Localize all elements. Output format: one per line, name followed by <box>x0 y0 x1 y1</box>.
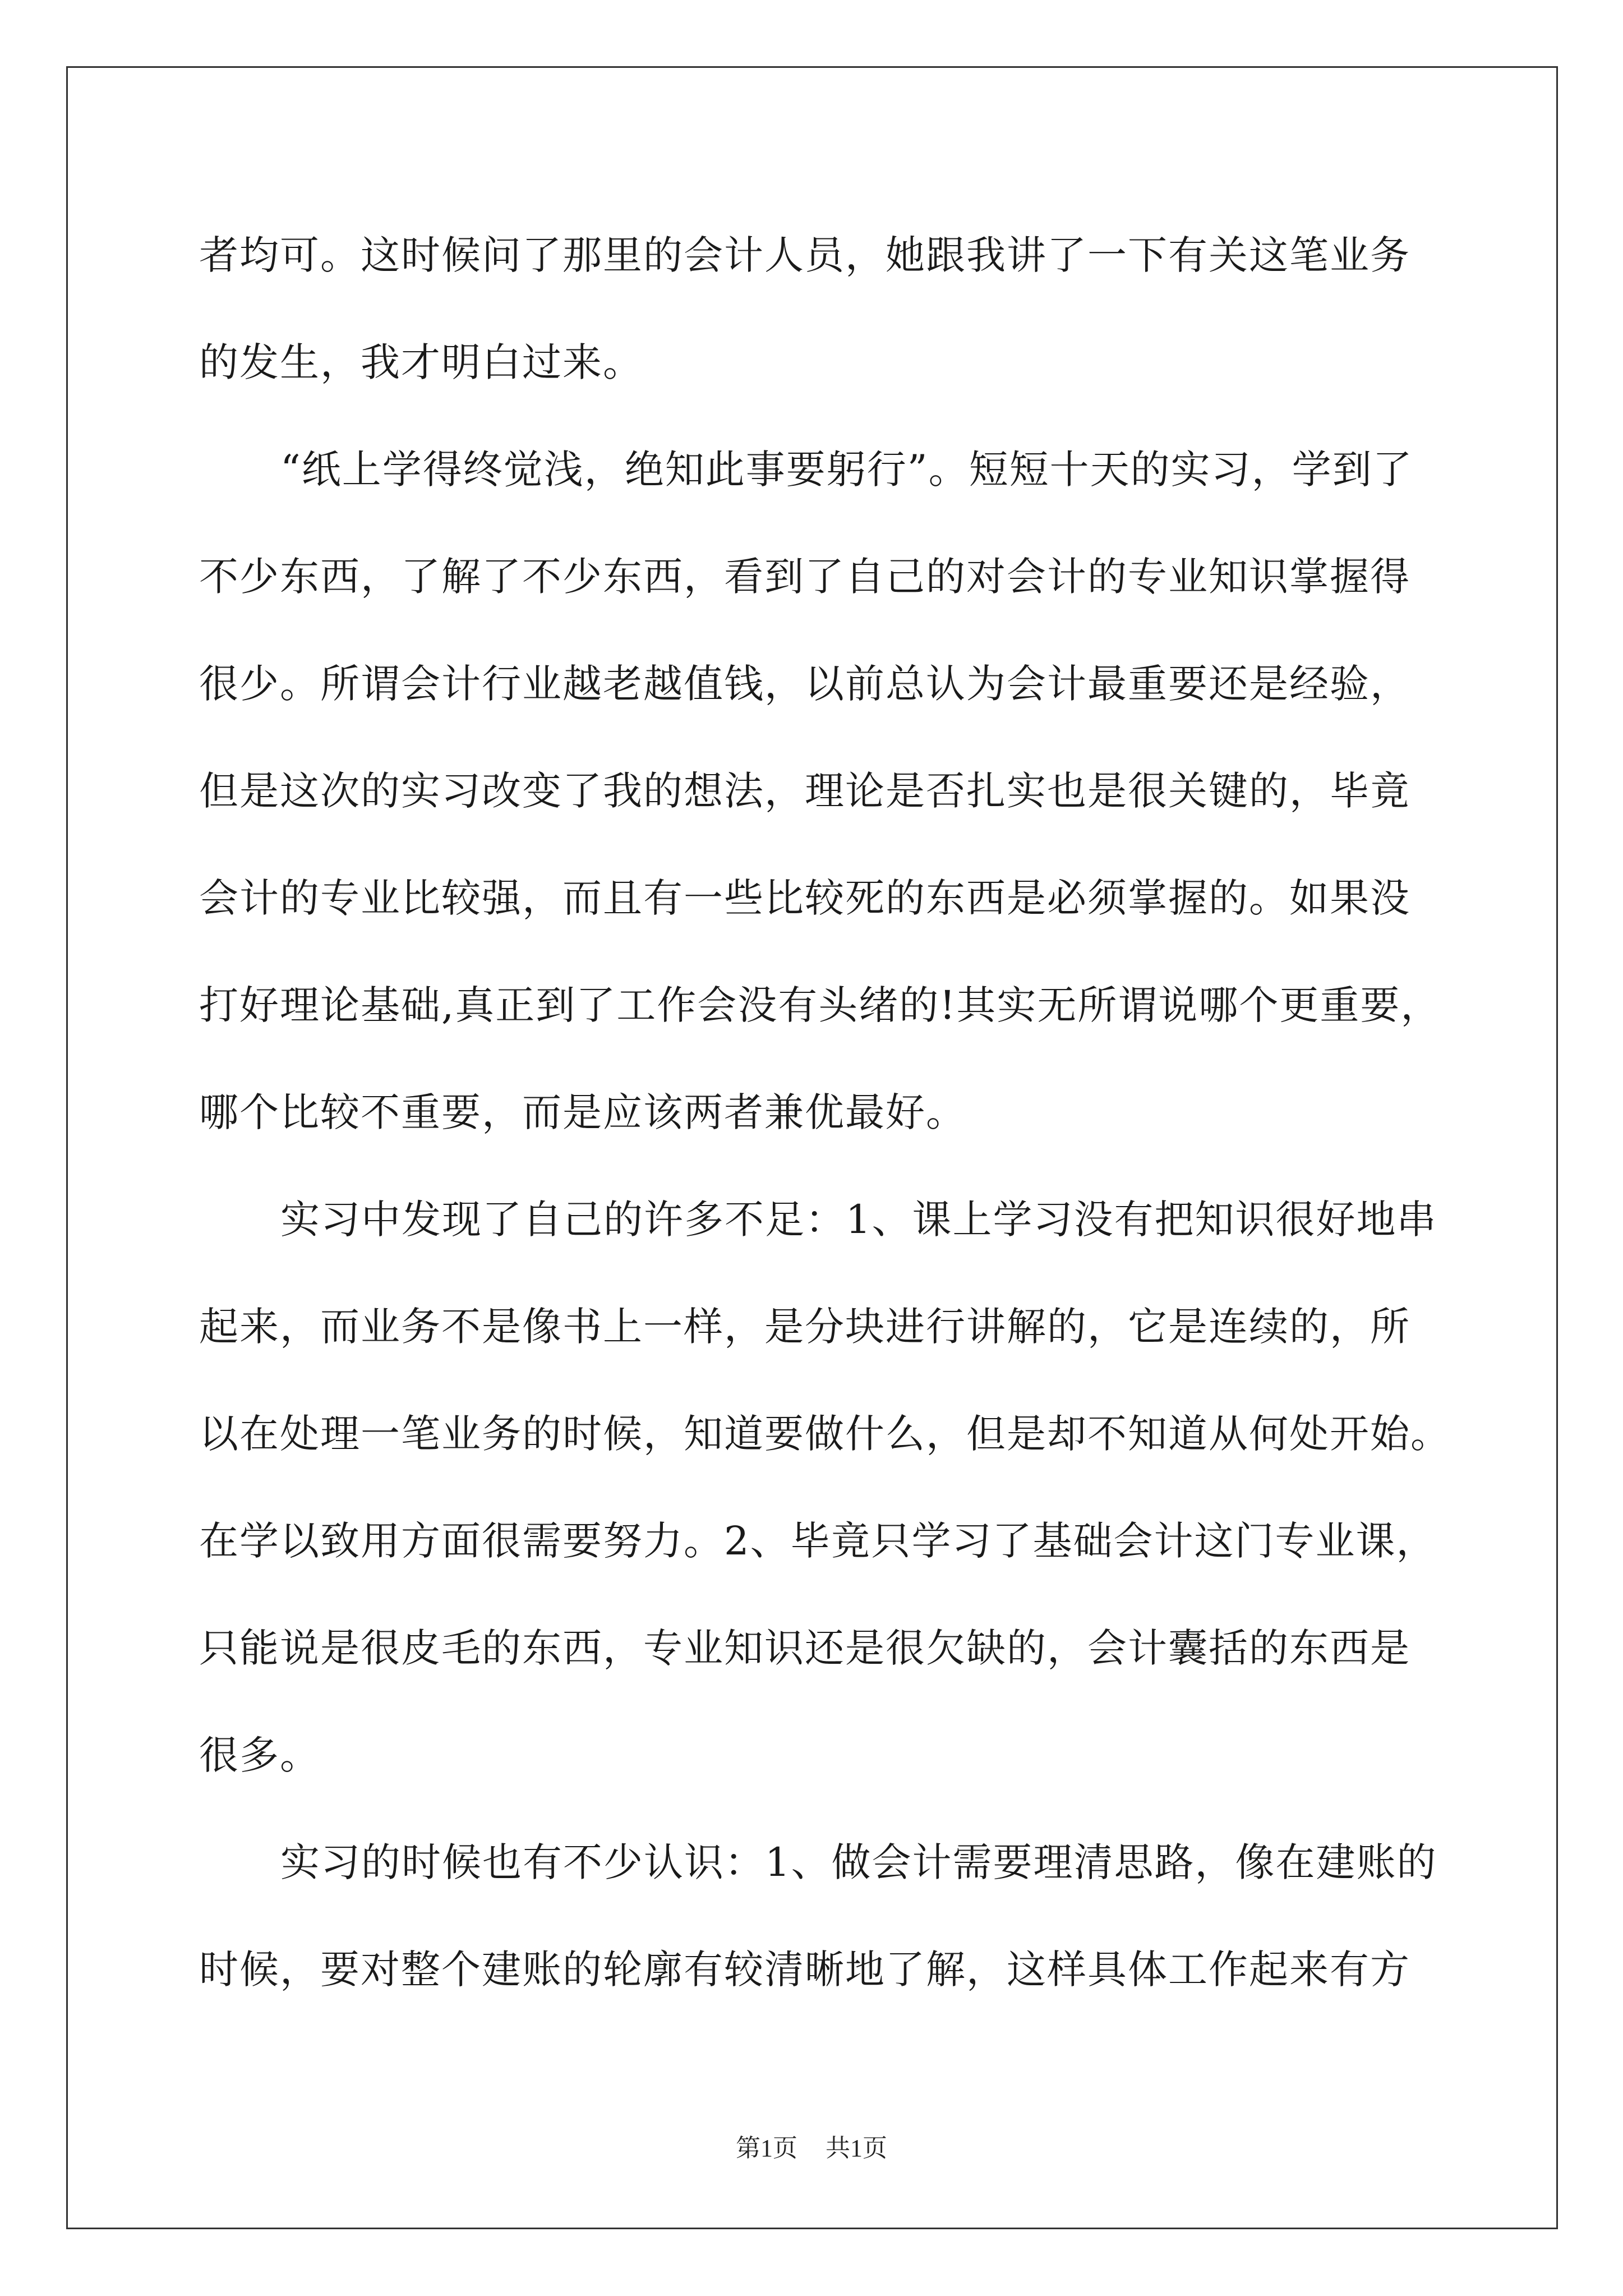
text-line: 的发生，我才明白过来。 <box>199 339 643 385</box>
text-line: 时候，要对整个建账的轮廓有较清晰地了解，这样具体工作起来有方 <box>199 1947 1410 1993</box>
text-line: 实习的时候也有不少认识：1、做会计需要理清思路，像在建账的 <box>280 1839 1437 1885</box>
text-line: 打好理论基础,真正到了工作会没有头绪的!其实无所谓说哪个更重要， <box>199 982 1441 1028</box>
text-line: “纸上学得终觉浅，绝知此事要躬行”。短短十天的实习，学到了 <box>280 447 1413 493</box>
text-line: 起来，而业务不是像书上一样，是分块进行讲解的，它是连续的，所 <box>199 1304 1410 1350</box>
document-body <box>199 202 1451 2023</box>
text-line: 者均可。这时候问了那里的会计人员，她跟我讲了一下有关这笔业务 <box>199 232 1410 278</box>
text-line: 但是这次的实习改变了我的想法，理论是否扎实也是很关键的，毕竟 <box>199 768 1410 814</box>
text-line: 在学以致用方面很需要努力。2、毕竟只学习了基础会计这门专业课， <box>199 1518 1437 1564</box>
text-line: 很少。所谓会计行业越老越值钱，以前总认为会计最重要还是经验， <box>199 661 1410 707</box>
page-total: 共1页 <box>826 2134 887 2162</box>
text-line: 只能说是很皮毛的东西，专业知识还是很欠缺的，会计囊括的东西是 <box>199 1625 1410 1671</box>
text-line: 实习中发现了自己的许多不足：1、课上学习没有把知识很好地串 <box>280 1197 1437 1243</box>
page-footer <box>0 2132 1623 2165</box>
text-line: 哪个比较不重要，而是应该两者兼优最好。 <box>199 1089 966 1135</box>
text-line: 很多。 <box>199 1732 320 1778</box>
text-line: 不少东西，了解了不少东西，看到了自己的对会计的专业知识掌握得 <box>199 554 1410 600</box>
text-line: 会计的专业比较强，而且有一些比较死的东西是必须掌握的。如果没 <box>199 875 1410 921</box>
text-line: 以在处理一笔业务的时候，知道要做什么，但是却不知道从何处开始。 <box>199 1411 1451 1457</box>
page-number: 第1页 <box>736 2134 797 2162</box>
